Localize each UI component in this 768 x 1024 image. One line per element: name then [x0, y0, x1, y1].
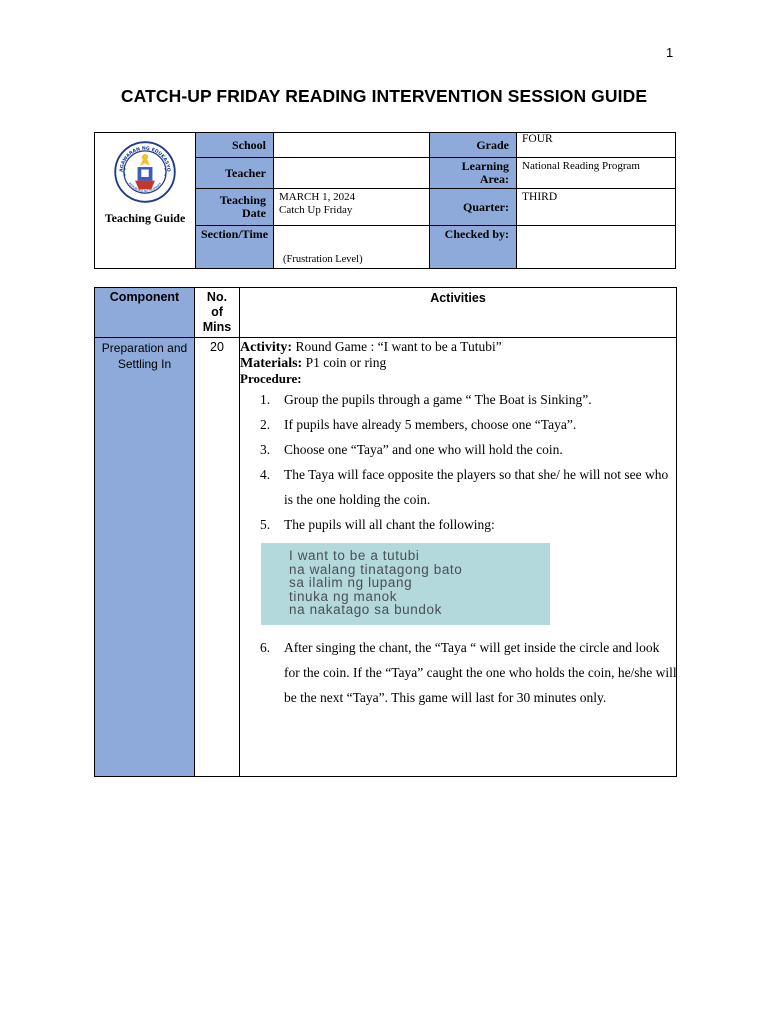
- teaching-guide-label: Teaching Guide: [104, 211, 186, 225]
- list-item: [260, 387, 676, 412]
- page-number: 1: [666, 45, 674, 60]
- quarter-value: THIRD: [517, 189, 676, 226]
- school-label: School: [196, 133, 274, 158]
- activity-value: Round Game : “I want to be a Tutubi”: [295, 339, 502, 354]
- activity-label: Activity:: [240, 340, 293, 355]
- procedure-label: Procedure:: [240, 371, 302, 386]
- teacher-label: Teacher: [196, 158, 274, 189]
- mins-cell: 20: [195, 338, 240, 777]
- checked-by-value: [517, 226, 676, 269]
- teaching-date-line-1: MARCH 1, 2024: [279, 191, 356, 203]
- step-number: 3.: [260, 442, 271, 457]
- component-header: Component: [95, 288, 195, 338]
- quarter-label: Quarter:: [430, 189, 517, 226]
- activities-cell: [240, 338, 677, 777]
- list-item: [260, 512, 676, 537]
- teaching-date-line-2: Catch Up Friday: [279, 204, 353, 216]
- grade-value: FOUR: [517, 133, 676, 158]
- procedure-steps: [260, 387, 676, 537]
- chant-box: [261, 543, 550, 625]
- materials-value: P1 coin or ring: [305, 355, 387, 370]
- teaching-date-value: [274, 189, 430, 226]
- chant-line: na nakatago sa bundok: [289, 602, 442, 617]
- activities-header: Activities: [240, 288, 677, 338]
- section-time-value: (Frustration Level): [274, 226, 430, 269]
- list-item: [260, 437, 676, 462]
- step-number: 1.: [260, 392, 271, 407]
- step-number: 4.: [260, 467, 271, 482]
- deped-seal-icon: [114, 141, 176, 203]
- grade-label: Grade: [430, 133, 517, 158]
- chant-line: tinuka ng manok: [289, 588, 398, 604]
- logo-cell: [95, 133, 196, 269]
- teacher-value: [274, 158, 430, 189]
- learning-area-value: National Reading Program: [517, 158, 676, 189]
- session-info-table: [94, 132, 676, 269]
- list-item: [260, 462, 676, 512]
- section-time-label: Section/Time: [196, 226, 274, 269]
- step-number: 6.: [260, 640, 271, 655]
- step-text: Choose one “Taya” and one who will hold the coin.: [284, 442, 563, 457]
- step-text: After singing the chant, the “Taya “ will get inside the circle and look for the coin. If the “Taya” caught the one who holds the coin, he/she will be the next “Taya”. This game will last for 30 minutes only.: [284, 640, 677, 705]
- step-number: 2.: [260, 417, 271, 432]
- step-text: The Taya will face opposite the players so that she/ he will not see who is the one holding the coin.: [284, 467, 669, 507]
- learning-area-label: Learning Area:: [430, 158, 517, 189]
- component-cell: Preparation and Settling In: [95, 338, 195, 777]
- page-title: CATCH-UP FRIDAY READING INTERVENTION SESSION GUIDE: [120, 86, 648, 106]
- checked-by-label: Checked by:: [430, 226, 517, 269]
- chant-line: na walang tinatagong bato: [289, 561, 463, 577]
- activity-line: [240, 339, 676, 355]
- step-text: If pupils have already 5 members, choose one “Taya”.: [284, 417, 577, 432]
- activities-table: [94, 287, 677, 777]
- materials-line: [240, 355, 676, 371]
- chant-line: I want to be a tutubi: [289, 548, 420, 563]
- step-number: 5.: [260, 517, 271, 532]
- mins-header: No. of Mins: [195, 288, 240, 338]
- step-text: Group the pupils through a game “ The Boat is Sinking”.: [284, 392, 592, 407]
- chant-line: sa ilalim ng lupang: [289, 575, 413, 590]
- procedure-steps-continued: [260, 635, 676, 710]
- seal-sub-lettering: REPUBLIKA NG PILIPINAS: [127, 181, 163, 194]
- materials-label: Materials:: [240, 356, 303, 371]
- list-item: [260, 412, 676, 437]
- seal-lettering: AGAWARAN NG EDUKASYO: [119, 146, 171, 173]
- teaching-date-label: Teaching Date: [196, 189, 274, 226]
- step-text: The pupils will all chant the following:: [284, 517, 495, 532]
- school-value: [274, 133, 430, 158]
- list-item: [260, 635, 676, 710]
